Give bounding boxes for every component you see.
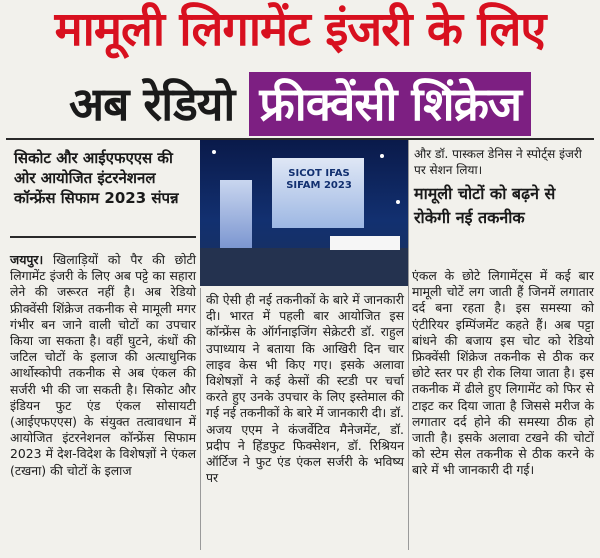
column-divider <box>408 140 409 550</box>
conference-photo <box>200 140 408 286</box>
dateline: जयपुर। <box>10 252 44 267</box>
column-1-text: खिलाड़ियों को पैर की छोटी लिगामेंट इंजरी के लिए अब पट्टे का सहारा लेने की जरूरत नहीं है। अब रेडियो फ्रीक्वेंसी शिंक्रेज तकनीक से मामूली मगर गंभीर बन जाने वाली चोटों का उपचार किया जा सकता है। वहीं घुटने, कंधों की जटिल चोटों के इलाज की अत्याधुनिक आर्थोस्कोपी तकनीक से अब एंकल की सर्जरी भी की जा सकती है। सिकोट और इंडियन फुट एंड एंकल सोसायटी (आईएफएएस) के संयुक्त तत्वावधान में आयोजित इंटरनेशनल कॉन्फ्रेंस सिफाम 2023 में देश-विदेश के विशेषज्ञों ने एंकल (टखना) की चोटों के इलाज <box>10 252 196 478</box>
headline-line-1: मामूली लिगामेंट इंजरी के लिए <box>54 2 546 57</box>
photo-panel-table <box>330 236 400 250</box>
continued-text: और डॉ. पास्कल डेनिस ने स्पोर्ट्स इंजरी पर सेशन लिया। <box>414 147 582 177</box>
photo-stage <box>200 248 408 286</box>
headline-highlight-box: फ्रीक्वेंसी शिंक्रेज <box>249 72 531 136</box>
photo-light <box>396 200 400 204</box>
article-column-2: की ऐसी ही नई तकनीकों के बारे में जानकारी दी। भारत में पहली बार आयोजित इस कॉन्फ्रेंस के ऑर्गनाइजिंग सेक्रेटरी डॉ. राहुल उपाध्याय ने बताया कि आखिरी दिन चार लाइव केस भी किए गए। इसके अलावा विशेषज्ञों ने कई केसों की स्टडी पर चर्चा करते हुए उनके उपचार के लिए इस्तेमाल की गई नई तकनीकों के बारे में जानकारी दी। डॉ. अजय एएम ने कंजर्वेटिव मैनेजमेंट, डॉ. प्रदीप ने हिंडफुट फिक्सेशन, डॉ. रिश्रियन ऑर्टिज ने फुट एंड एंकल सर्जरी के भविष्य पर <box>206 292 404 486</box>
photo-light <box>212 150 216 154</box>
photo-light <box>380 154 384 158</box>
article-column-1 <box>10 252 196 479</box>
article-column-3: एंकल के छोटे लिगामेंट्स में कई बार मामूली चोटें लग जाती हैं जिनमें लगातार दर्द बना रहता है। इस समस्या को एंटीरियर इम्पिंजमेंट कहते हैं। अब पट्टा बांधने की बजाय इस चोट को रेडियो फ्रिक्वेंसी शिंक्रेज तकनीक से ठीक कर छोटे स्तर पर ही रोक लिया जाता है। इस तकनीक में ढीले हुए लिगामेंट को फिर से टाइट कर दिया जाता है जिससे मरीज के लगातार दर्द होने की समस्या ठीक हो जाती है। इसके अलावा टखने की चोटों को स्टेम सेल तकनीक से ठीक करने के बारे में भी जानकारी दी गई। <box>412 268 594 478</box>
deck-rule <box>10 236 196 238</box>
photo-screen-text: SICOT IFAS SIFAM 2023 <box>286 168 352 191</box>
headline-line-2-prefix: अब रेडियो <box>68 77 235 131</box>
article-deck: सिकोट और आईएफएएस की ओर आयोजित इंटरनेशनल कॉन्फ्रेंस सिफाम 2023 संपन्न <box>14 149 179 207</box>
headline-line-2 <box>0 72 600 136</box>
column-divider <box>200 288 201 550</box>
section-subhead: मामूली चोटों को बढ़ने से रोकेगी नई तकनीक <box>414 184 556 227</box>
